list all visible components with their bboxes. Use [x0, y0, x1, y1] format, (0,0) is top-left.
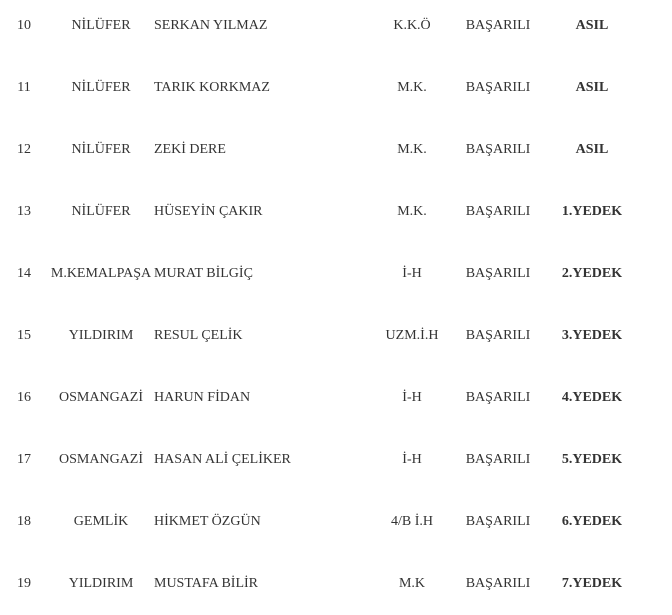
- table-row: [0, 429, 650, 491]
- name-cell: HARUN FİDAN: [154, 390, 251, 405]
- row-number: 16: [17, 390, 31, 405]
- title-cell: M.K.: [397, 80, 427, 95]
- title-cell: K.K.Ö: [393, 18, 431, 33]
- title-cell: M.K.: [397, 204, 427, 219]
- row-number: 18: [17, 514, 31, 529]
- row-number: 10: [17, 18, 31, 33]
- district-cell: NİLÜFER: [71, 80, 131, 95]
- district-cell: M.KEMALPAŞA: [50, 266, 152, 281]
- row-number: 14: [17, 266, 31, 281]
- table-row: [0, 243, 650, 305]
- result-cell: 1.YEDEK: [561, 204, 623, 219]
- row-number: 19: [17, 576, 31, 591]
- title-cell: İ-H: [402, 452, 422, 467]
- name-cell: RESUL ÇELİK: [154, 328, 243, 343]
- table-row: [0, 181, 650, 243]
- title-cell: M.K.: [397, 142, 427, 157]
- table-row: [0, 119, 650, 181]
- name-cell: SERKAN YILMAZ: [154, 18, 268, 33]
- status-cell: BAŞARILI: [465, 266, 531, 281]
- result-cell: ASIL: [575, 80, 609, 95]
- name-cell: MUSTAFA BİLİR: [154, 576, 259, 591]
- name-cell: TARIK KORKMAZ: [154, 80, 270, 95]
- row-number: 17: [17, 452, 31, 467]
- status-cell: BAŞARILI: [465, 80, 531, 95]
- name-cell: HİKMET ÖZGÜN: [154, 514, 261, 529]
- district-cell: OSMANGAZİ: [59, 390, 143, 405]
- title-cell: 4/B İ.H: [391, 514, 433, 529]
- district-cell: YILDIRIM: [68, 576, 134, 591]
- district-cell: GEMLİK: [73, 514, 129, 529]
- district-cell: OSMANGAZİ: [59, 452, 143, 467]
- result-cell: 4.YEDEK: [561, 390, 623, 405]
- result-cell: 7.YEDEK: [561, 576, 623, 591]
- result-cell: 5.YEDEK: [561, 452, 623, 467]
- name-cell: MURAT BİLGİÇ: [154, 266, 253, 281]
- title-cell: M.K: [398, 576, 426, 591]
- title-cell: İ-H: [402, 266, 422, 281]
- result-cell: ASIL: [575, 142, 609, 157]
- result-cell: ASIL: [575, 18, 609, 33]
- name-cell: HASAN ALİ ÇELİKER: [154, 452, 291, 467]
- name-cell: HÜSEYİN ÇAKIR: [154, 204, 263, 219]
- table-row: [0, 553, 650, 615]
- row-number: 13: [17, 204, 31, 219]
- result-cell: 6.YEDEK: [561, 514, 623, 529]
- row-number: 15: [17, 328, 31, 343]
- district-cell: YILDIRIM: [68, 328, 134, 343]
- status-cell: BAŞARILI: [465, 514, 531, 529]
- row-number: 11: [17, 80, 31, 95]
- table-row: [0, 57, 650, 119]
- table-row: [0, 491, 650, 553]
- status-cell: BAŞARILI: [465, 390, 531, 405]
- table-row: [0, 305, 650, 367]
- district-cell: NİLÜFER: [71, 18, 131, 33]
- status-cell: BAŞARILI: [465, 204, 531, 219]
- name-cell: ZEKİ DERE: [154, 142, 226, 157]
- result-cell: 3.YEDEK: [561, 328, 623, 343]
- table-row: [0, 0, 650, 57]
- result-cell: 2.YEDEK: [561, 266, 623, 281]
- status-cell: BAŞARILI: [465, 576, 531, 591]
- status-cell: BAŞARILI: [465, 142, 531, 157]
- title-cell: UZM.İ.H: [385, 328, 439, 343]
- district-cell: NİLÜFER: [71, 142, 131, 157]
- status-cell: BAŞARILI: [465, 18, 531, 33]
- status-cell: BAŞARILI: [465, 452, 531, 467]
- table-row: [0, 367, 650, 429]
- row-number: 12: [17, 142, 31, 157]
- status-cell: BAŞARILI: [465, 328, 531, 343]
- district-cell: NİLÜFER: [71, 204, 131, 219]
- title-cell: İ-H: [402, 390, 422, 405]
